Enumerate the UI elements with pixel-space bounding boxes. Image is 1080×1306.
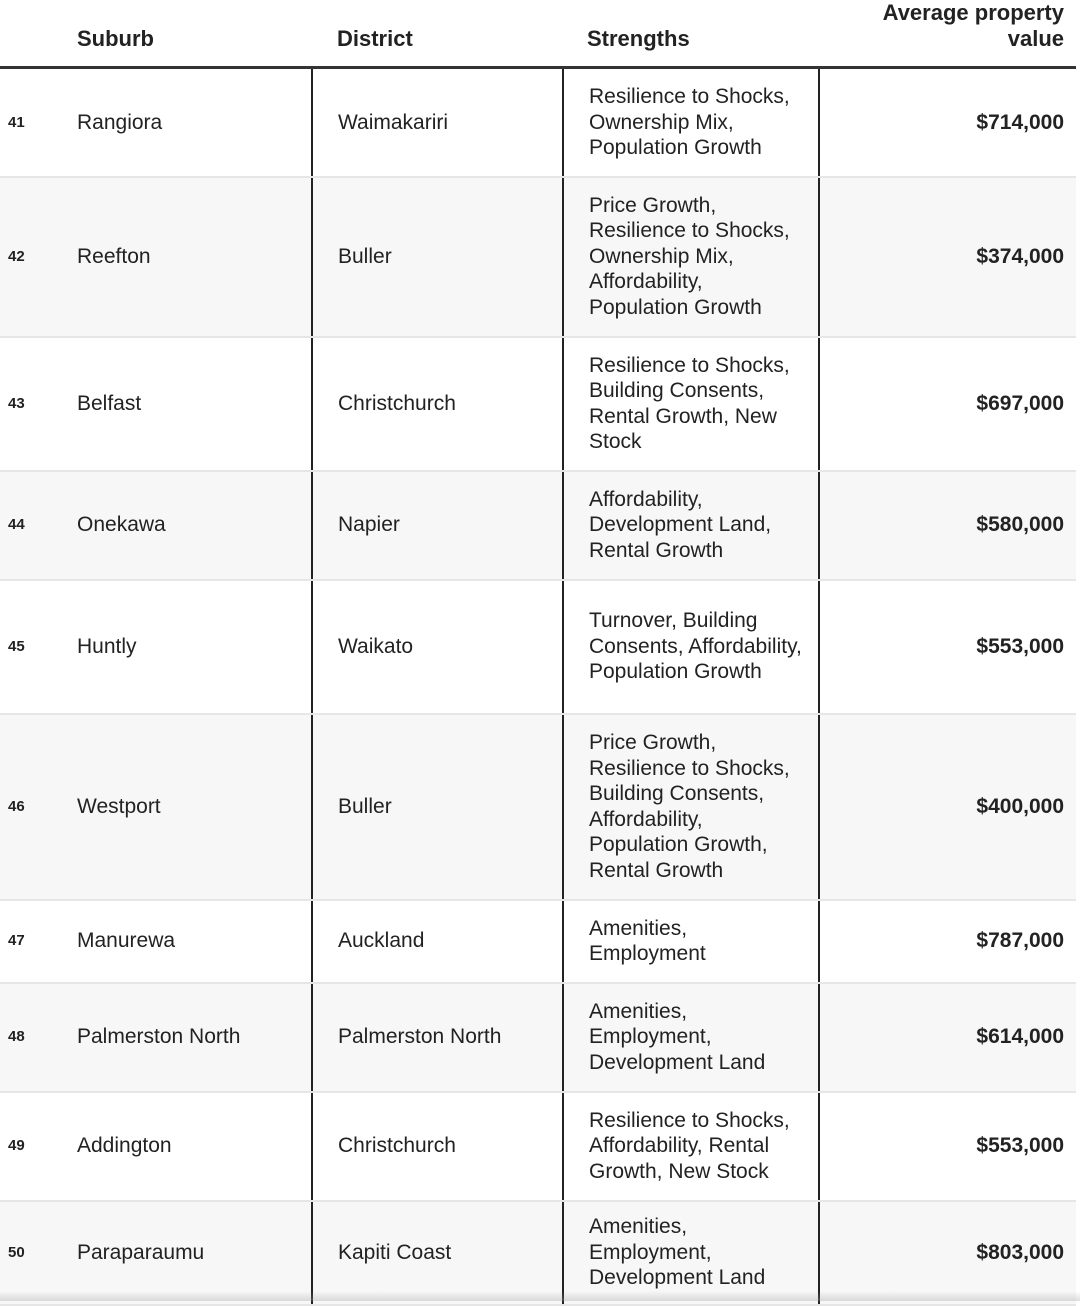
rank-cell: 44 [0, 471, 62, 580]
strengths-cell: Amenities, Employment, Development Land [563, 1201, 819, 1305]
suburb-cell: Addington [62, 1092, 312, 1201]
suburb-column-header[interactable]: Suburb [62, 0, 312, 68]
header-row [0, 0, 1076, 68]
property-value-cell: $697,000 [819, 337, 1076, 471]
property-value-cell: $714,000 [819, 68, 1076, 177]
district-cell: Buller [312, 714, 563, 900]
strengths-cell: Price Growth, Resilience to Shocks, Ownership Mix, Affordability, Population Growth [563, 177, 819, 337]
suburb-cell: Reefton [62, 177, 312, 337]
property-value-cell: $553,000 [819, 1092, 1076, 1201]
strengths-cell: Price Growth, Resilience to Shocks, Building Consents, Affordability, Population Growth, Rental Growth [563, 714, 819, 900]
rank-cell: 48 [0, 983, 62, 1092]
district-cell: Buller [312, 177, 563, 337]
district-cell: Palmerston North [312, 983, 563, 1092]
rank-cell: 50 [0, 1201, 62, 1305]
table-row [0, 68, 1076, 177]
table-row [0, 1092, 1076, 1201]
property-value-cell: $553,000 [819, 580, 1076, 714]
property-value-cell: $400,000 [819, 714, 1076, 900]
strengths-cell: Resilience to Shocks, Affordability, Rental Growth, New Stock [563, 1092, 819, 1201]
strengths-cell: Affordability, Development Land, Rental Growth [563, 471, 819, 580]
table-row [0, 1201, 1076, 1305]
rank-cell: 41 [0, 68, 62, 177]
property-value-cell: $614,000 [819, 983, 1076, 1092]
district-cell: Auckland [312, 900, 563, 983]
suburb-cell: Huntly [62, 580, 312, 714]
suburb-cell: Rangiora [62, 68, 312, 177]
table-row [0, 900, 1076, 983]
rank-cell: 47 [0, 900, 62, 983]
table-row [0, 983, 1076, 1092]
rank-cell: 49 [0, 1092, 62, 1201]
rank-cell: 42 [0, 177, 62, 337]
table-row [0, 580, 1076, 714]
rank-column-header [0, 0, 62, 68]
strengths-cell: Amenities, Employment [563, 900, 819, 983]
suburb-cell: Palmerston North [62, 983, 312, 1092]
table-header [0, 0, 1076, 68]
suburb-cell: Onekawa [62, 471, 312, 580]
suburb-cell: Belfast [62, 337, 312, 471]
district-cell: Napier [312, 471, 563, 580]
average-property-value-column-header[interactable]: Average property value [819, 0, 1076, 68]
table-row [0, 337, 1076, 471]
strengths-cell: Turnover, Building Consents, Affordability, Population Growth [563, 580, 819, 714]
suburb-cell: Manurewa [62, 900, 312, 983]
property-value-cell: $803,000 [819, 1201, 1076, 1305]
district-cell: Christchurch [312, 1092, 563, 1201]
district-cell: Christchurch [312, 337, 563, 471]
strengths-cell: Resilience to Shocks, Building Consents, Rental Growth, New Stock [563, 337, 819, 471]
district-column-header[interactable]: District [312, 0, 563, 68]
suburb-cell: Paraparaumu [62, 1201, 312, 1305]
rank-cell: 45 [0, 580, 62, 714]
strengths-cell: Amenities, Employment, Development Land [563, 983, 819, 1092]
table-row [0, 714, 1076, 900]
property-value-cell: $787,000 [819, 900, 1076, 983]
rank-cell: 46 [0, 714, 62, 900]
district-cell: Waikato [312, 580, 563, 714]
suburb-cell: Westport [62, 714, 312, 900]
table-row [0, 471, 1076, 580]
district-cell: Kapiti Coast [312, 1201, 563, 1305]
property-value-cell: $580,000 [819, 471, 1076, 580]
rank-cell: 43 [0, 337, 62, 471]
strengths-column-header[interactable]: Strengths [563, 0, 819, 68]
table-body [0, 68, 1076, 1305]
property-value-cell: $374,000 [819, 177, 1076, 337]
strengths-cell: Resilience to Shocks, Ownership Mix, Population Growth [563, 68, 819, 177]
table-row [0, 177, 1076, 337]
district-cell: Waimakariri [312, 68, 563, 177]
